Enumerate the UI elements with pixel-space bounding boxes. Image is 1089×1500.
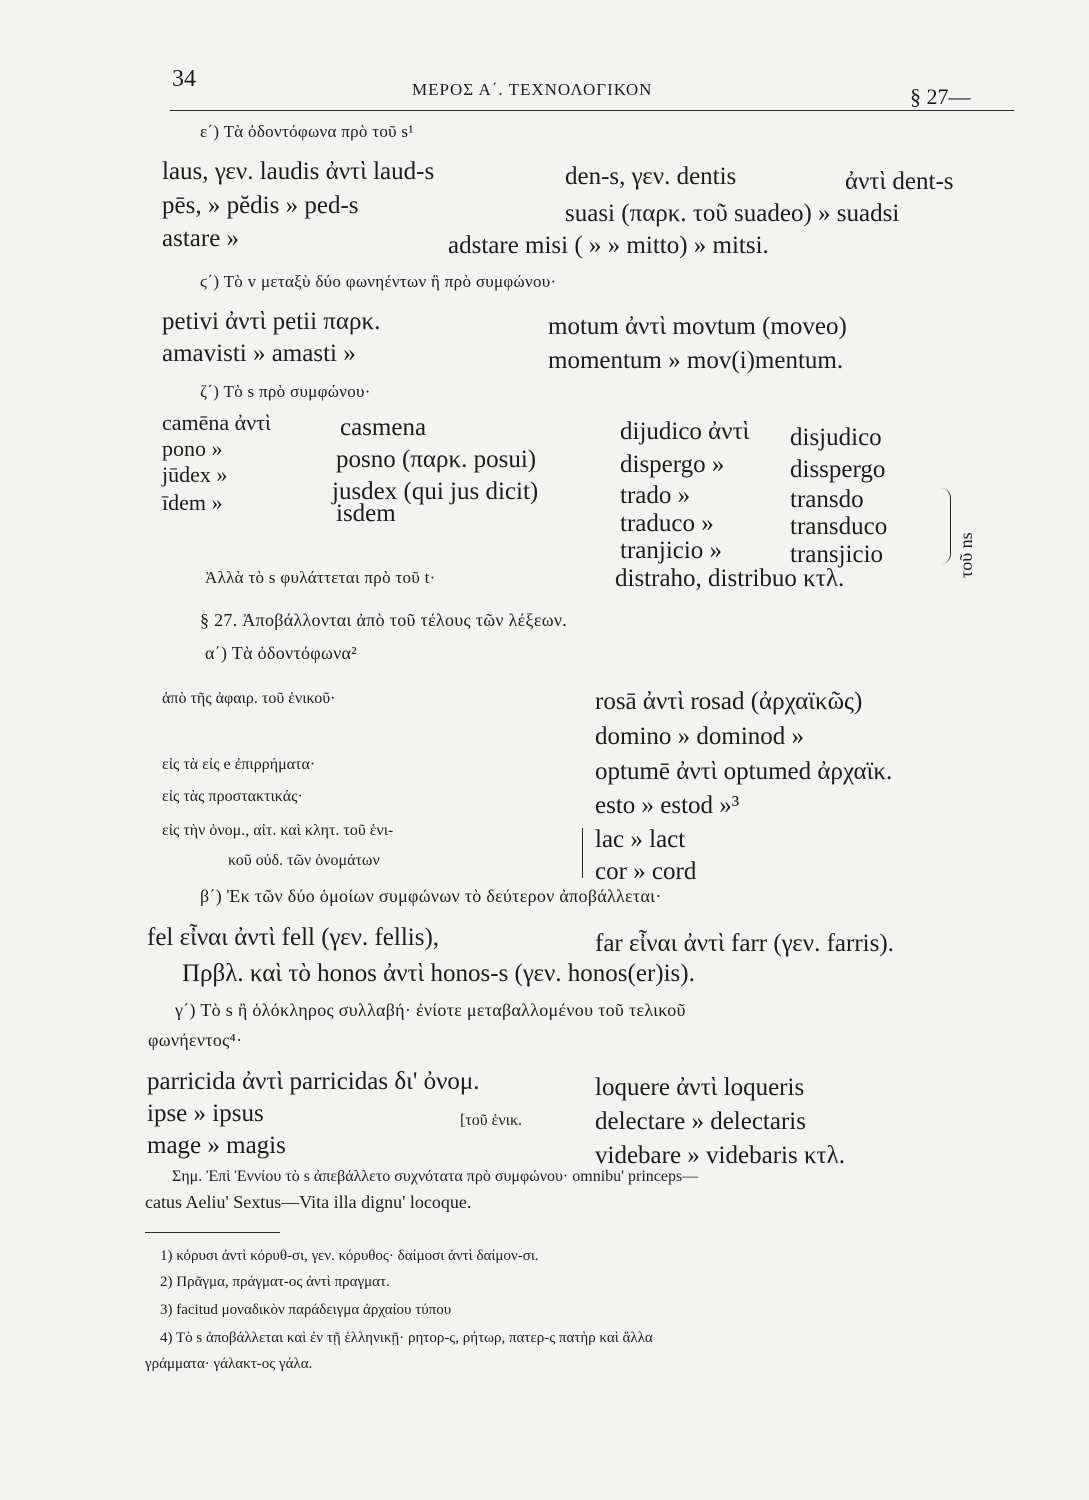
b-compare: Πρβλ. καὶ τὸ honos ἀντὶ honos-s (γεν. honos(er)is).	[182, 960, 695, 987]
st-row-1-b: motum ἀντὶ movtum (moveo)	[548, 313, 847, 340]
z-heading: ζ΄) Τὸ s πρὸ συμφώνου·	[200, 382, 371, 401]
st-row-2-a: amavisti » amasti »	[162, 340, 356, 367]
z-last-left: Ἀλλὰ τὸ s φυλάττεται πρὸ τοῦ t·	[205, 568, 436, 587]
lac-cor-brace	[582, 828, 589, 878]
z-right-1-a: dijudico ἀντὶ	[620, 418, 750, 445]
z-right-5-a: tranjicio »	[620, 537, 723, 564]
z-left-2-a: pono »	[162, 436, 223, 461]
a-row-3-left: εἰς τὰ εἰς e ἐπιρρήματα·	[162, 756, 316, 773]
footnote-rule	[145, 1232, 280, 1233]
e-row-3-b: adstare misi ( » » mitto) » mitsi.	[448, 232, 769, 259]
z-right-4-b: transduco	[790, 513, 888, 540]
footnote-1: 1) κόρυσι ἀντὶ κόρυθ-σι, γεν. κόρυθος· δαίμοσι ἀντὶ δαίμον-σι.	[160, 1248, 539, 1264]
g-row-1-right: loquere ἀντὶ loqueris	[595, 1074, 805, 1101]
a-row-5-left: εἰς τὴν ὀνομ., αἰτ. καὶ κλητ. τοῦ ἑνι-	[162, 822, 394, 839]
a-row-6-left: κοῦ οὐδ. τῶν ὀνομάτων	[228, 852, 380, 869]
g-row-2-left: ipse » ipsus	[147, 1100, 264, 1127]
z-left-3-b: jusdex (qui jus dicit)	[332, 478, 539, 505]
footnote-4: 4) Τὸ s ἀποβάλλεται καὶ ἐν τῇ ἑλληνικῇ· ρητορ-ς, ρήτωρ, πατερ-ς πατὴρ καὶ ἄλλα	[160, 1330, 653, 1346]
z-right-3-b: transdo	[790, 486, 864, 513]
st-heading: ϛ΄) Τὸ v μεταξὺ δύο φωνηέντων ἢ πρὸ συμφώνου·	[200, 272, 557, 291]
e-row-1-c: ἀντὶ dent-s	[845, 168, 954, 195]
e-row-1-a: laus, γεν. laudis ἀντὶ laud-s	[162, 158, 435, 185]
b-row-right: far εἶναι ἀντὶ farr (γεν. farris).	[595, 930, 894, 957]
e-row-2-a: pēs, » pĕdis » ped-s	[162, 192, 359, 219]
z-right-3-a: trado »	[620, 482, 691, 509]
footnote-4-cont: γράμματα· γάλακτ-ος γάλα.	[145, 1356, 313, 1372]
a-row-3-right: optumē ἀντὶ optumed ἀρχαϊκ.	[595, 758, 893, 785]
footnote-3: 3) facitud μοναδικὸν παράδειγμα ἀρχαίου τύπου	[160, 1302, 452, 1318]
g-heading-cont: φωνήεντος⁴·	[148, 1030, 243, 1050]
z-right-4-a: traduco »	[620, 510, 714, 537]
note-line-1: Σημ. Ἐπὶ Ἐννίου τὸ s ἀπεβάλλετο συχνότατα πρὸ συμφώνου· omnibu' princeps—	[172, 1168, 699, 1185]
z-left-4-b: isdem	[336, 500, 396, 527]
g-row-2-right: delectare » delectaris	[595, 1108, 806, 1135]
z-right-2-a: dispergo »	[620, 451, 725, 478]
g-row-1-left: parricida ἀντὶ parricidas δι' ὀνομ.	[147, 1068, 480, 1095]
e-row-1-b: den-s, γεν. dentis	[565, 163, 737, 190]
z-right-2-b: disspergo	[790, 456, 886, 483]
z-left-1-a: camēna ἀντὶ	[162, 410, 271, 435]
g-row-2-mid: [τοῦ ἑνικ.	[460, 1112, 522, 1129]
a-row-2-right: domino » dominod »	[595, 723, 805, 750]
e-heading: ε΄) Τὰ ὀδοντόφωνα πρὸ τοῦ s¹	[200, 122, 414, 141]
a-row-5-right: lac » lact	[595, 826, 686, 853]
st-row-1-a: petivi ἀντὶ petii παρκ.	[162, 308, 381, 335]
z-left-1-b: casmena	[340, 414, 427, 441]
z-right-5-b: transjicio	[790, 541, 884, 568]
brace-label: τοῦ ns	[956, 532, 976, 578]
z-left-4-a: īdem »	[162, 490, 223, 515]
e-row-2-b: suasi (παρκ. τοῦ suadeo) » suadsi	[565, 200, 900, 227]
b-heading: β΄) Ἐκ τῶν δύο ὁμοίων συμφώνων τὸ δεύτερον ἀποβάλλεται·	[200, 886, 662, 906]
z-last-right: distraho, distribuo κτλ.	[615, 565, 845, 592]
e-row-3-a: astare »	[162, 225, 240, 252]
section-marker: § 27—	[910, 84, 971, 109]
running-title: ΜΕΡΟΣ Α΄. ΤΕΧΝΟΛΟΓΙΚΟΝ	[412, 80, 653, 99]
footnote-2: 2) Πρᾶγμα, πράγματ-ος ἀντὶ πραγματ.	[160, 1274, 390, 1290]
section-27-title: § 27. Ἀποβάλλονται ἀπὸ τοῦ τέλους τῶν λέξεων.	[200, 610, 568, 630]
right-brace	[940, 488, 951, 564]
a-row-1-right: rosā ἀντὶ rosad (ἀρχαϊκῶς)	[595, 688, 863, 715]
z-left-2-b: posno (παρκ. posui)	[336, 446, 537, 473]
page-number: 34	[172, 66, 196, 92]
z-left-3-a: jūdex »	[162, 462, 228, 487]
note-line-2: catus Aeliu' Sextus—Vita illa dignu' locoque.	[145, 1192, 472, 1212]
b-row-left: fel εἶναι ἀντὶ fell (γεν. fellis),	[147, 924, 440, 951]
a-row-1-left: ἀπὸ τῆς ἀφαιρ. τοῦ ἑνικοῦ·	[162, 690, 336, 707]
header-rule	[170, 110, 1014, 111]
a-row-4-left: εἰς τὰς προστακτικάς·	[162, 788, 303, 805]
g-row-3-right: videbare » videbaris κτλ.	[595, 1142, 845, 1169]
st-row-2-b: momentum » mov(i)mentum.	[548, 347, 844, 374]
a-row-4-right: esto » estod »³	[595, 792, 740, 819]
z-right-1-b: disjudico	[790, 424, 882, 451]
g-row-3-left: mage » magis	[147, 1132, 286, 1159]
a-heading: α΄) Τὰ ὀδοντόφωνα²	[205, 643, 357, 663]
a-row-6-right: cor » cord	[595, 858, 697, 885]
g-heading: γ΄) Τὸ s ἢ ὁλόκληρος συλλαβή· ἐνίοτε μεταβαλλομένου τοῦ τελικοῦ	[175, 1000, 686, 1020]
